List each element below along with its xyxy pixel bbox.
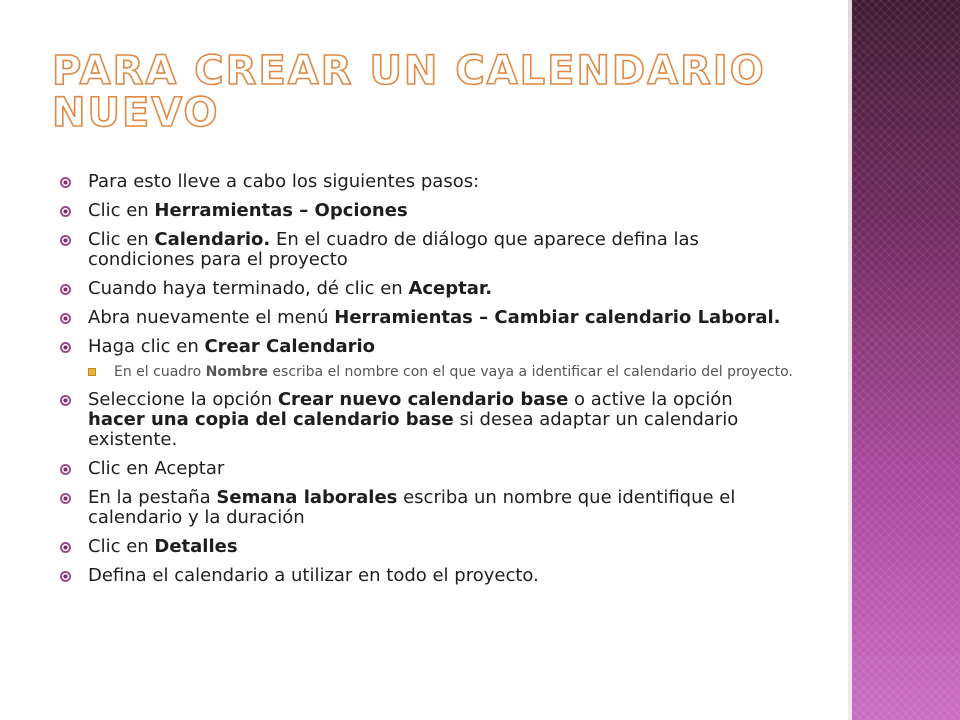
list-item: En la pestaña Semana laborales escriba un nombre que identifique el calendario y la duración: [60, 488, 795, 528]
slide-title: [52, 50, 812, 134]
circle-bullet-icon: [60, 464, 71, 475]
circle-bullet-icon: [60, 235, 71, 246]
list-item: Cuando haya terminado, dé clic en Aceptar.: [60, 279, 795, 299]
list-item: Abra nuevamente el menú Herramientas – Cambiar calendario Laboral.: [60, 308, 795, 328]
circle-bullet-icon: [60, 177, 71, 188]
list-item: Clic en Herramientas – Opciones: [60, 201, 795, 221]
list-item: Clic en Calendario. En el cuadro de diálogo que aparece defina las condiciones para el proyecto: [60, 230, 795, 270]
list-item: Haga clic en Crear Calendario: [60, 337, 795, 357]
circle-bullet-icon: [60, 313, 71, 324]
square-bullet-icon: [88, 368, 96, 376]
side-decorative-band: [852, 0, 960, 720]
circle-bullet-icon: [60, 493, 71, 504]
list-item: Clic en Aceptar: [60, 459, 795, 479]
list-item: Defina el calendario a utilizar en todo el proyecto.: [60, 566, 795, 586]
circle-bullet-icon: [60, 342, 71, 353]
title-line-2: NUEVO: [52, 90, 220, 136]
list-item: Seleccione la opción Crear nuevo calendario base o active la opción hacer una copia del calendario base si desea adaptar un calendario existente.: [60, 390, 795, 450]
circle-bullet-icon: [60, 206, 71, 217]
list-item: Para esto lleve a cabo los siguientes pasos:: [60, 172, 795, 192]
circle-bullet-icon: [60, 571, 71, 582]
circle-bullet-icon: [60, 395, 71, 406]
title-line-1: PARA CREAR UN CALENDARIO: [52, 48, 766, 94]
sub-list-item: En el cuadro Nombre escriba el nombre con el que vaya a identificar el calendario del proyecto.: [60, 364, 795, 381]
list-item: Clic en Detalles: [60, 537, 795, 557]
circle-bullet-icon: [60, 284, 71, 295]
circle-bullet-icon: [60, 542, 71, 553]
bullet-list: [60, 172, 795, 595]
